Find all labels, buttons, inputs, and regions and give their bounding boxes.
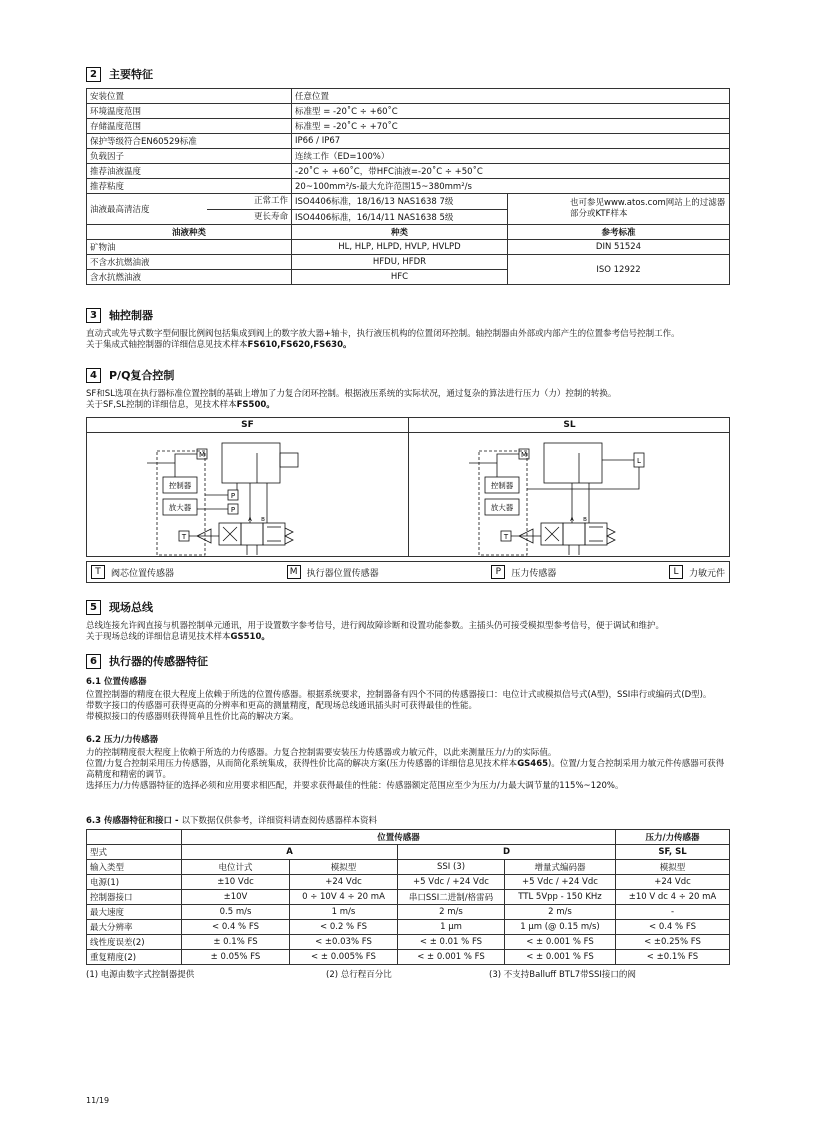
table-row [87, 875, 730, 890]
table-row [87, 149, 730, 164]
table-cell: 模拟型 [616, 860, 730, 875]
section-title: 现场总线 [109, 601, 153, 614]
feature-value: -20˚C ÷ +60˚C，带HFC油液=-20˚C ÷ +50˚C [292, 164, 730, 179]
section-3-header [86, 307, 730, 323]
section-title: 执行器的传感器特征 [109, 655, 208, 668]
longer-life-value: ISO4406标准，16/14/11 NAS1638 5级 [292, 209, 508, 225]
row-label: 控制器接口 [87, 890, 182, 905]
feature-label: 安装位置 [87, 89, 292, 104]
section-number: 4 [86, 368, 101, 383]
table-header-row [87, 830, 730, 845]
legend-text: 阀芯位置传感器 [111, 568, 175, 579]
paragraph: 关于集成式轴控制器的详细信息见技术样本FS610,FS620,FS630。 [86, 340, 352, 350]
svg-text:B: B [583, 517, 587, 523]
table-cell: 串口SSI二进制/格雷码 [398, 890, 505, 905]
sf-diagram [87, 418, 408, 556]
table-cell: < ±0.03% FS [290, 935, 398, 950]
row-label: 电源(1) [87, 875, 182, 890]
subsection-title: 6.1 位置传感器 [86, 677, 147, 687]
row-label: 最大速度 [87, 905, 182, 920]
main-features-table [86, 88, 730, 285]
table-row [87, 935, 730, 950]
table-cell: +5 Vdc / +24 Vdc [505, 875, 616, 890]
table-cell: ±10V [182, 890, 290, 905]
section-title: P/Q复合控制 [109, 369, 175, 382]
svg-text:L: L [637, 457, 641, 465]
table-row [87, 119, 730, 134]
table-row [87, 134, 730, 149]
svg-text:T: T [503, 533, 509, 541]
footnote: (2) 总行程百分比 [326, 970, 392, 980]
diagram-label: SL [409, 418, 730, 433]
legend-key: P [491, 565, 505, 579]
table-row: 不含水抗燃油液 HFDU, HFDR ISO 12922 [87, 255, 730, 270]
table-row [87, 179, 730, 194]
legend-text: 执行器位置传感器 [306, 568, 379, 579]
table-cell: ±10 Vdc [182, 875, 290, 890]
table-row [87, 920, 730, 935]
sensor-characteristics-table [86, 829, 730, 965]
feature-value: 20~100mm²/s-最大允许范围15~380mm²/s [292, 179, 730, 194]
feature-label: 存储温度范围 [87, 119, 292, 134]
table-row: 含水抗燃油液 HFC [87, 270, 730, 285]
table-row [87, 194, 730, 210]
svg-text:B: B [261, 517, 265, 523]
table-cell: < ± 0.005% FS [290, 950, 398, 965]
pq-control-diagrams [86, 417, 730, 557]
legend-key: M [287, 565, 301, 579]
feature-value: IP66 / IP67 [292, 134, 730, 149]
table-row [87, 164, 730, 179]
section-number: 5 [86, 600, 101, 615]
cleanliness-note: 也可参见www.atos.com网站上的过滤器部分或KTF样本 [508, 194, 730, 225]
table-cell: 0 ÷ 10V 4 ÷ 20 mA [290, 890, 398, 905]
table-cell: < ± 0.001 % FS [398, 950, 505, 965]
subsection-title: 6.3 传感器特征和接口 - 以下数据仅供参考，详细资料请查阅传感器样本资料 [86, 816, 377, 826]
doc-reference: FS500。 [236, 400, 275, 410]
legend-text: 压力传感器 [511, 568, 557, 579]
row-label: 输入类型 [87, 860, 182, 875]
sf-hydraulic-schematic [87, 433, 408, 557]
table-cell: < ± 0.01 % FS [398, 935, 505, 950]
svg-text:控制器: 控制器 [490, 481, 514, 490]
row-label: 重复精度(2) [87, 950, 182, 965]
table-cell: - [616, 905, 730, 920]
feature-label: 推荐粘度 [87, 179, 292, 194]
paragraph: SF和SL选项在执行器标准位置控制的基础上增加了力复合闭环控制。根据液压系统的实际状况，通过复杂的算法进行压力（力）控制的转换。 [86, 389, 617, 399]
footnotes [86, 968, 730, 980]
section-5-header [86, 599, 730, 615]
legend-item [669, 565, 725, 579]
paragraph: 直动式或先导式数字型伺服比例阀包括集成到阀上的数字放大器+轴卡，执行液压机构的位置闭环控制。轴控制器由外部或内部产生的位置参考信号控制工作。 [86, 329, 680, 339]
table-cell: < 0.4 % FS [182, 920, 290, 935]
feature-value: 连续工作（ED=100%） [292, 149, 730, 164]
paragraph: 位置控制器的精度在很大程度上依赖于所选的位置传感器。根据系统要求，控制器备有四个不同的传感器接口：电位计式或模拟信号式(A型)，SSI串行或编码式(D型)。 [86, 690, 712, 700]
table-cell: < ± 0.001 % FS [505, 935, 616, 950]
legend-key: T [91, 565, 105, 579]
table-row [87, 890, 730, 905]
doc-reference: GS465 [517, 759, 549, 769]
sl-hydraulic-schematic [409, 433, 730, 557]
longer-life-label: 更长寿命 [253, 212, 288, 222]
svg-text:T: T [181, 533, 187, 541]
table-cell: 1 μm (@ 0.15 m/s) [505, 920, 616, 935]
paragraph: 带数字接口的传感器可获得更高的分辨率和更高的测量精度，配现场总线通讯插头时可获得最佳的性能。 [86, 701, 478, 711]
subsection-title: 6.2 压力/力传感器 [86, 735, 159, 745]
section-number: 2 [86, 67, 101, 82]
table-cell: 1 μm [398, 920, 505, 935]
table-cell: ±10 V dc 4 ÷ 20 mA [616, 890, 730, 905]
section-number: 3 [86, 308, 101, 323]
table-cell: 2 m/s [398, 905, 505, 920]
svg-text:放大器: 放大器 [490, 503, 514, 512]
table-row [87, 89, 730, 104]
table-cell: < ± 0.001 % FS [505, 950, 616, 965]
svg-text:P: P [230, 492, 236, 500]
section-6-header [86, 653, 730, 669]
normal-operation-value: ISO4406标准，18/16/13 NAS1638 7级 [292, 194, 508, 210]
feature-label: 推荐油液温度 [87, 164, 292, 179]
fluid-table-header: 油液种类 种类 参考标准 [87, 225, 730, 240]
paragraph: 带模拟接口的传感器则获得简单且性价比高的解决方案。 [86, 712, 299, 722]
table-row [87, 104, 730, 119]
page-content [86, 66, 730, 980]
table-cell: < 0.4 % FS [616, 920, 730, 935]
table-cell: +5 Vdc / +24 Vdc [398, 875, 505, 890]
table-cell: 0.5 m/s [182, 905, 290, 920]
paragraph: 位置/力复合控制采用压力传感器，从而简化系统集成，获得性价比高的解决方案(压力传感器的详细信息见技术样本GS465)。位置/力复合控制采用力敏元件传感器可获得高精度和精密的调节。 [86, 759, 725, 780]
section-title: 主要特征 [109, 68, 153, 81]
table-row [87, 860, 730, 875]
feature-label: 环境温度范围 [87, 104, 292, 119]
feature-label: 保护等级符合EN60529标准 [87, 134, 292, 149]
section-4-header [86, 367, 730, 383]
svg-text:A: A [570, 517, 574, 523]
table-cell: 增量式编码器 [505, 860, 616, 875]
table-cell: +24 Vdc [616, 875, 730, 890]
feature-label: 负载因子 [87, 149, 292, 164]
legend-item [91, 565, 174, 579]
table-cell: ± 0.05% FS [182, 950, 290, 965]
table-row [87, 950, 730, 965]
normal-operation-label: 正常工作 [207, 194, 291, 210]
svg-text:M: M [198, 451, 206, 459]
sensor-legend [86, 561, 730, 583]
row-label: 最大分辨率 [87, 920, 182, 935]
table-cell: < ±0.25% FS [616, 935, 730, 950]
table-row: 矿物油 HL, HLP, HLPD, HVLP, HVLPD DIN 51524 [87, 240, 730, 255]
table-cell: < 0.2 % FS [290, 920, 398, 935]
svg-text:M: M [520, 451, 528, 459]
feature-value: 标准型 = -20˚C ÷ +70˚C [292, 119, 730, 134]
svg-text:A: A [248, 517, 252, 523]
diagram-label: SF [87, 418, 408, 433]
feature-value: 标准型 = -20˚C ÷ +60˚C [292, 104, 730, 119]
svg-text:放大器: 放大器 [168, 503, 192, 512]
paragraph: 选择压力/力传感器特征的选择必须和应用要求相匹配，并要求获得最佳的性能：传感器额定范围应至少为压力/力最大调节量的115%~120%。 [86, 781, 624, 791]
section-2-header [86, 66, 730, 82]
paragraph: 总线连接允许阀直接与机器控制单元通讯，用于设置数字参考信号，进行阀故障诊断和设置功能参数。主插头仍可接受模拟型参考信号，便于调试和维护。 [86, 621, 665, 631]
paragraph: 关于现场总线的详细信息请见技术样本GS510。 [86, 632, 270, 642]
footnote: (3) 不支持Balluff BTL7带SSI接口的阀 [489, 970, 636, 980]
table-cell: SSI (3) [398, 860, 505, 875]
table-cell: 电位计式 [182, 860, 290, 875]
table-cell: 模拟型 [290, 860, 398, 875]
table-cell: 1 m/s [290, 905, 398, 920]
feature-value: 任意位置 [292, 89, 730, 104]
position-sensor-header: 位置传感器 [182, 830, 616, 845]
table-header-row: 型式 A D SF, SL [87, 845, 730, 860]
footnote: (1) 电源由数字式控制器提供 [86, 970, 195, 980]
force-sensor-header: 压力/力传感器 [616, 830, 730, 845]
svg-text:P: P [230, 506, 236, 514]
legend-text: 力敏元件 [688, 568, 725, 579]
doc-reference: GS510。 [230, 632, 270, 642]
table-cell: < ±0.1% FS [616, 950, 730, 965]
section-title: 轴控制器 [109, 309, 153, 322]
paragraph: 力的控制精度很大程度上依赖于所选的力传感器。力复合控制需要安装压力传感器或力敏元件，以此来测量压力/力的实际值。 [86, 748, 557, 758]
table-cell: ± 0.1% FS [182, 935, 290, 950]
table-cell: TTL 5Vpp - 150 KHz [505, 890, 616, 905]
legend-key: L [669, 565, 683, 579]
row-label: 线性度误差(2) [87, 935, 182, 950]
sl-diagram [408, 418, 730, 556]
page-number: 11/19 [86, 1096, 110, 1105]
legend-item [287, 565, 379, 579]
doc-reference: FS610,FS620,FS630。 [247, 340, 352, 350]
table-cell: +24 Vdc [290, 875, 398, 890]
paragraph: 关于SF,SL控制的详细信息，见技术样本FS500。 [86, 400, 275, 410]
section-number: 6 [86, 654, 101, 669]
table-row [87, 905, 730, 920]
svg-text:控制器: 控制器 [168, 481, 192, 490]
table-cell: 2 m/s [505, 905, 616, 920]
legend-item [491, 565, 556, 579]
cleanliness-label: 油液最高清洁度 [90, 205, 150, 215]
